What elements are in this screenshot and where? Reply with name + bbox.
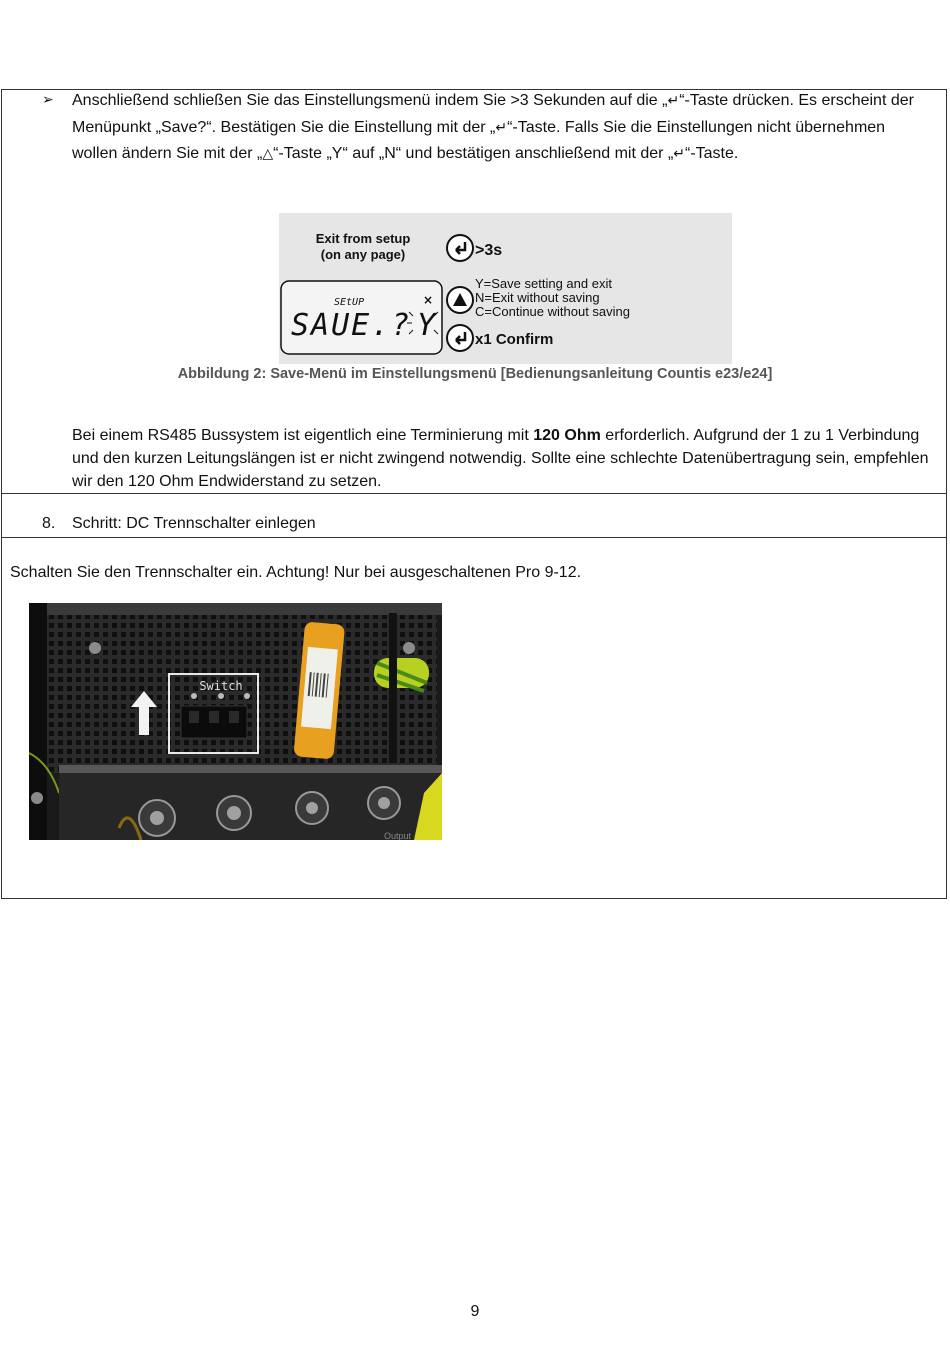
lcd-display xyxy=(281,281,442,354)
step-title: Schritt: DC Trennschalter einlegen xyxy=(72,515,316,532)
resistance-value: 120 Ohm xyxy=(533,427,601,444)
hold-duration-label: >3s xyxy=(475,242,503,259)
lcd-save-text: SAUE.? xyxy=(291,308,412,343)
switch-label: Switch xyxy=(199,679,243,693)
confirm-label: x1 Confirm xyxy=(475,331,554,348)
option-yes-label: Y=Save setting and exit xyxy=(475,276,612,291)
exit-title-line2: (on any page) xyxy=(320,247,406,262)
save-menu-figure xyxy=(279,213,732,364)
option-no-label: N=Exit without saving xyxy=(475,290,600,305)
enter-button-icon xyxy=(447,325,473,351)
enter-key-icon: ↵ xyxy=(667,93,680,109)
lcd-setup-label: SEtUP xyxy=(334,297,365,308)
up-key-icon: △ xyxy=(262,146,274,162)
up-button-icon xyxy=(447,287,473,313)
page-number: 9 xyxy=(470,1303,480,1320)
step-number: 8. xyxy=(42,515,56,532)
output-label: Output xyxy=(384,831,412,840)
enter-key-icon: ↵ xyxy=(673,146,685,162)
enter-button-icon xyxy=(447,235,473,261)
rs485-termination-note: Bei einem RS485 Bussystem ist eigentlich eine Terminierung mit 120 Ohm erforderlich. Aufgrund der 1 zu 1 Verbindung und den kurzen Leitungslängen ist er nicht zwingend notwendig. Sollte eine schlechte Datenübertragung sein, empfehlen wir den 120 Ohm Endwiderstand zu setzen. xyxy=(72,427,929,490)
bullet-arrow-icon: ➢ xyxy=(42,91,54,107)
lcd-close-icon: × xyxy=(423,293,434,307)
figure-caption: Abbildung 2: Save-Menü im Einstellungsmenü [Bedienungsanleitung Countis e23/e24] xyxy=(177,366,773,382)
exit-title-line1: Exit from setup xyxy=(315,231,411,246)
lcd-value-text: Y xyxy=(417,308,436,343)
enter-key-icon: ↵ xyxy=(495,119,508,136)
switch-instruction: Schalten Sie den Trennschalter ein. Achtung! Nur bei ausgeschaltenen Pro 9-12. xyxy=(10,564,582,581)
save-menu-instruction: Anschließend schließen Sie das Einstellungsmenü indem Sie >3 Sekunden auf die „↵“-Taste drücken. Es erscheint der Menüpunkt „Save?“. Bestätigen Sie die Einstellung mit der „↵“-Taste. Falls Sie die Einstellungen nicht übernehmen wollen ändern Sie mit der „△“-Taste „Y“ auf „N“ und bestätigen anschließend mit der „↵“-Taste. xyxy=(72,92,914,162)
option-continue-label: C=Continue without saving xyxy=(475,304,631,319)
dc-switch-photo xyxy=(29,603,442,840)
